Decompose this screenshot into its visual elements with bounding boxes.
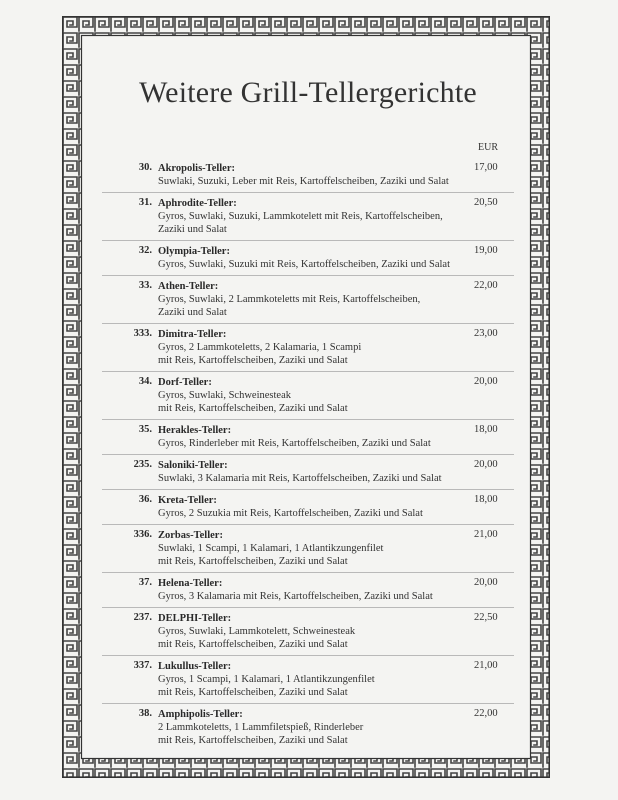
item-number: 35. <box>138 424 152 435</box>
item-description: Gyros, 3 Kalamaria mit Reis, Kartoffelscheiben, Zaziki und Salat <box>158 591 433 602</box>
item-body <box>158 424 468 450</box>
item-price: 20,00 <box>474 376 498 387</box>
item-name: Olympia-Teller: <box>158 246 230 257</box>
menu-item-list <box>102 158 514 751</box>
item-number: 31. <box>138 197 152 208</box>
currency-header: EUR <box>478 142 498 153</box>
item-price: 17,00 <box>474 162 498 173</box>
menu-content <box>102 60 514 750</box>
item-body <box>158 494 468 520</box>
page-title: Weitere Grill-Tellergerichte <box>139 76 477 109</box>
item-price: 22,00 <box>474 708 498 719</box>
item-number: 34. <box>138 376 152 387</box>
item-body <box>158 197 468 236</box>
item-name: Amphipolis-Teller: <box>158 709 243 720</box>
item-name: Aphrodite-Teller: <box>158 198 237 209</box>
menu-item <box>102 572 514 607</box>
item-price: 20,00 <box>474 577 498 588</box>
item-body <box>158 245 468 271</box>
menu-item <box>102 275 514 323</box>
item-number: 32. <box>138 245 152 256</box>
menu-item <box>102 192 514 240</box>
item-body <box>158 162 468 188</box>
item-description: mit Reis, Kartoffelscheiben, Zaziki und Salat <box>158 355 348 366</box>
item-description: mit Reis, Kartoffelscheiben, Zaziki und Salat <box>158 687 348 698</box>
item-name: Kreta-Teller: <box>158 495 217 506</box>
item-name: Lukullus-Teller: <box>158 661 232 672</box>
item-description: Gyros, 2 Lammkoteletts, 2 Kalamaria, 1 Scampi <box>158 342 362 353</box>
item-price: 18,00 <box>474 424 498 435</box>
item-price: 19,00 <box>474 245 498 256</box>
item-body <box>158 328 468 367</box>
item-description: Suwlaki, Suzuki, Leber mit Reis, Kartoffelscheiben, Zaziki und Salat <box>158 176 449 187</box>
menu-item <box>102 240 514 275</box>
item-number: 33. <box>138 280 152 291</box>
item-name: Herakles-Teller: <box>158 425 232 436</box>
item-name: Zorbas-Teller: <box>158 530 223 541</box>
item-number: 235. <box>133 459 152 470</box>
item-price: 23,00 <box>474 328 498 339</box>
menu-item <box>102 158 514 192</box>
item-description: Gyros, Suwlaki, 2 Lammkoteletts mit Reis, Kartoffelscheiben, <box>158 294 421 305</box>
item-description: 2 Lammkoteletts, 1 Lammfiletspieß, Rinderleber <box>158 722 364 733</box>
item-description: Suwlaki, 3 Kalamaria mit Reis, Kartoffelscheiben, Zaziki und Salat <box>158 473 442 484</box>
item-number: 336. <box>133 529 152 540</box>
item-price: 22,00 <box>474 280 498 291</box>
item-name: Akropolis-Teller: <box>158 163 236 174</box>
item-number: 37. <box>138 577 152 588</box>
item-description: mit Reis, Kartoffelscheiben, Zaziki und Salat <box>158 403 348 414</box>
menu-item <box>102 524 514 572</box>
item-number: 337. <box>133 660 152 671</box>
menu-item <box>102 323 514 371</box>
item-body <box>158 612 468 651</box>
item-body <box>158 577 468 603</box>
item-body <box>158 529 468 568</box>
item-body <box>158 708 468 747</box>
item-name: Saloniki-Teller: <box>158 460 228 471</box>
item-name: Dorf-Teller: <box>158 377 212 388</box>
item-price: 20,50 <box>474 197 498 208</box>
item-price: 21,00 <box>474 529 498 540</box>
item-name: DELPHI-Teller: <box>158 613 232 624</box>
item-description: Gyros, 1 Scampi, 1 Kalamari, 1 Atlantikzungenfilet <box>158 674 375 685</box>
item-name: Athen-Teller: <box>158 281 219 292</box>
menu-item <box>102 454 514 489</box>
menu-item <box>102 419 514 454</box>
menu-item <box>102 371 514 419</box>
item-description: Gyros, Suwlaki, Suzuki mit Reis, Kartoffelscheiben, Zaziki und Salat <box>158 259 451 270</box>
menu-item <box>102 489 514 524</box>
item-number: 36. <box>138 494 152 505</box>
item-name: Dimitra-Teller: <box>158 329 227 340</box>
item-number: 30. <box>138 162 152 173</box>
item-description: mit Reis, Kartoffelscheiben, Zaziki und Salat <box>158 556 348 567</box>
item-description: mit Reis, Kartoffelscheiben, Zaziki und Salat <box>158 735 348 746</box>
item-body <box>158 459 468 485</box>
item-body <box>158 376 468 415</box>
item-price: 20,00 <box>474 459 498 470</box>
item-name: Helena-Teller: <box>158 578 223 589</box>
menu-item <box>102 607 514 655</box>
item-price: 18,00 <box>474 494 498 505</box>
item-number: 237. <box>133 612 152 623</box>
item-description: Zaziki und Salat <box>158 307 227 318</box>
item-description: mit Reis, Kartoffelscheiben, Zaziki und Salat <box>158 639 348 650</box>
item-number: 333. <box>133 328 152 339</box>
item-price: 22,50 <box>474 612 498 623</box>
item-description: Gyros, Suwlaki, Suzuki, Lammkotelett mit Reis, Kartoffelscheiben, <box>158 211 443 222</box>
item-price: 21,00 <box>474 660 498 671</box>
item-body <box>158 280 468 319</box>
item-body <box>158 660 468 699</box>
item-description: Gyros, Suwlaki, Schweinesteak <box>158 390 291 401</box>
item-description: Gyros, Rinderleber mit Reis, Kartoffelscheiben, Zaziki und Salat <box>158 438 431 449</box>
menu-item <box>102 703 514 751</box>
item-description: Gyros, Suwlaki, Lammkotelett, Schweinesteak <box>158 626 356 637</box>
item-description: Gyros, 2 Suzukia mit Reis, Kartoffelscheiben, Zaziki und Salat <box>158 508 423 519</box>
item-description: Zaziki und Salat <box>158 224 227 235</box>
item-description: Suwlaki, 1 Scampi, 1 Kalamari, 1 Atlantikzungenfilet <box>158 543 384 554</box>
menu-item <box>102 655 514 703</box>
item-number: 38. <box>138 708 152 719</box>
